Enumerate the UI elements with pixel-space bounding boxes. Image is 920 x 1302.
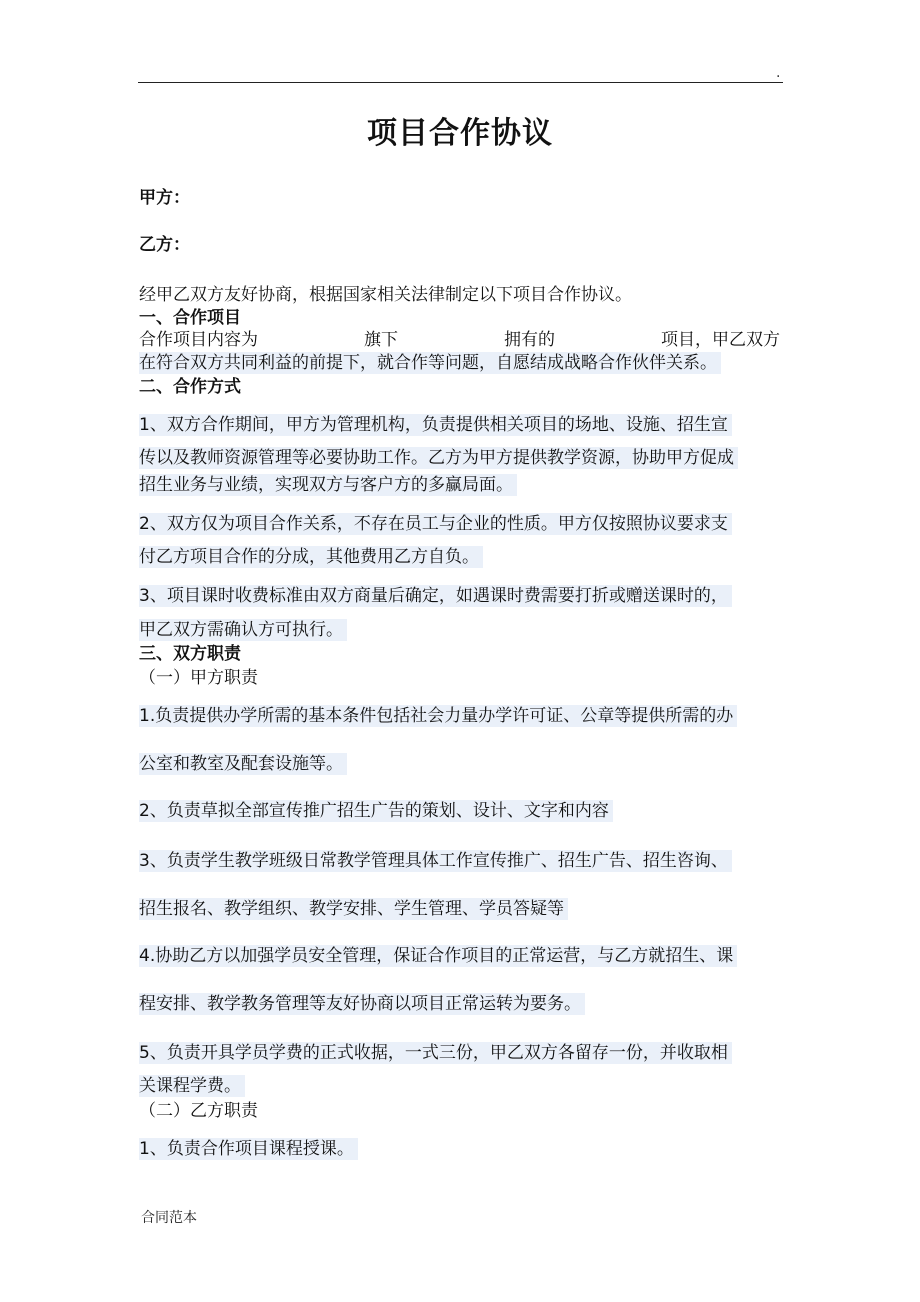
section2-item3-line-2: 甲乙双方需确认方可执行。 xyxy=(139,619,347,641)
a5-line-1: 5、负责开具学员学费的正式收据，一式三份，甲乙双方各留存一份，并收取相 xyxy=(139,1042,732,1064)
section1-word-jixia: 旗下 xyxy=(364,330,398,350)
a1-line-2: 公室和教室及配套设施等。 xyxy=(139,753,347,775)
a3-line-1: 3、负责学生教学班级日常教学管理具体工作宣传推广、招生广告、招生咨询、 xyxy=(139,850,732,872)
a4-line-1: 4.协助乙方以加强学员安全管理，保证合作项目的正常运营，与乙方就招生、课 xyxy=(139,945,737,967)
header-mark: . xyxy=(776,65,781,81)
a4-line-2: 程安排、教学教务管理等友好协商以项目正常运转为要务。 xyxy=(139,993,585,1015)
page-footer: 合同范本 xyxy=(141,1210,197,1226)
party-b-duties-subheading: （二）乙方职责 xyxy=(139,1101,258,1121)
intro-paragraph: 经甲乙双方友好协商，根据国家相关法律制定以下项目合作协议。 xyxy=(139,285,632,305)
section-heading-2: 二、合作方式 xyxy=(139,377,241,397)
a2-line: 2、负责草拟全部宣传推广招生广告的策划、设计、文字和内容 xyxy=(139,800,613,822)
page-title: 项目合作协议 xyxy=(367,116,553,151)
section1-line-1 xyxy=(139,329,780,351)
section1-word-yongyou: 拥有的 xyxy=(504,330,555,350)
header-rule xyxy=(138,82,783,83)
section1-line-2: 在符合双方共同利益的前提下，就合作等问题，自愿结成战略合作伙伴关系。 xyxy=(139,352,721,374)
section2-item1-line-1: 1、双方合作期间，甲方为管理机构，负责提供相关项目的场地、设施、招生宣 xyxy=(139,414,732,436)
section2-item3-line-1: 3、项目课时收费标准由双方商量后确定，如遇课时费需要打折或赠送课时的， xyxy=(139,585,732,607)
party-a-duties-subheading: （一）甲方职责 xyxy=(139,668,258,688)
section1-suffix: 项目，甲乙双方 xyxy=(661,330,780,350)
party-b-label: 乙方： xyxy=(139,235,190,255)
section-heading-1: 一、合作项目 xyxy=(139,308,241,328)
b1-line: 1、负责合作项目课程授课。 xyxy=(139,1138,358,1160)
section2-item1-line-2: 传以及教师资源管理等必要协助工作。乙方为甲方提供教学资源，协助甲方促成 xyxy=(139,447,738,469)
section1-prefix: 合作项目内容为 xyxy=(139,330,258,350)
section2-item2-line-1: 2、双方仅为项目合作关系，不存在员工与企业的性质。甲方仅按照协议要求支 xyxy=(139,513,732,535)
section2-item1-line-3: 招生业务与业绩，实现双方与客户方的多赢局面。 xyxy=(139,474,517,496)
a5-line-2: 关课程学费。 xyxy=(139,1075,245,1097)
section2-item2-line-2: 付乙方项目合作的分成，其他费用乙方自负。 xyxy=(139,546,483,568)
a3-line-2: 招生报名、教学组织、教学安排、学生管理、学员答疑等 xyxy=(139,898,568,920)
section-heading-3: 三、双方职责 xyxy=(139,644,241,664)
a1-line-1: 1.负责提供办学所需的基本条件包括社会力量办学许可证、公章等提供所需的办 xyxy=(139,705,737,727)
party-a-label: 甲方： xyxy=(139,188,190,208)
